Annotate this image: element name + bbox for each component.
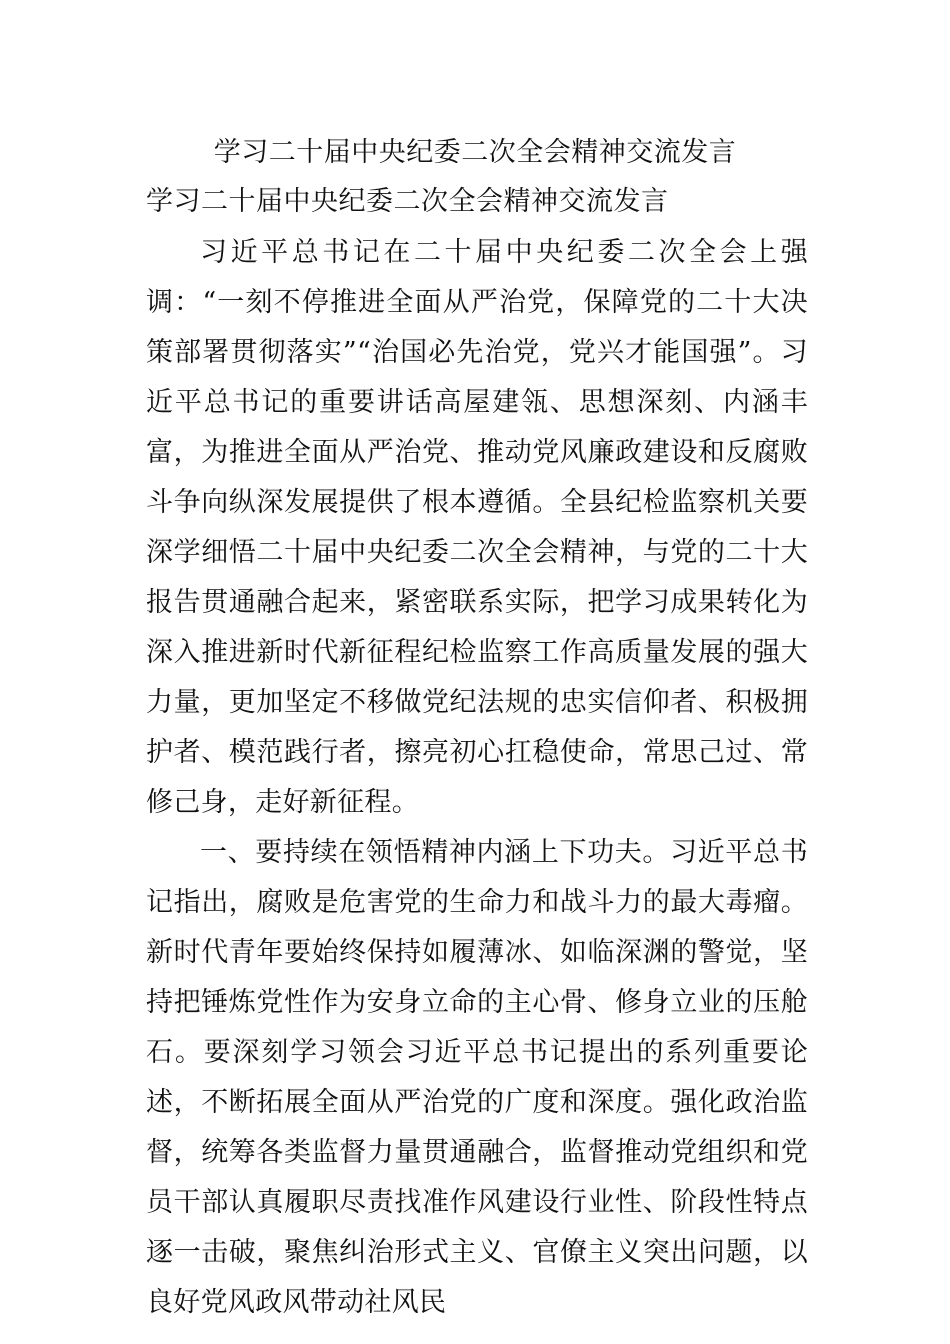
document-subtitle: 学习二十届中央纪委二次全会精神交流发言 (146, 186, 669, 217)
document-title: 学习二十届中央纪委二次全会精神交流发言 (213, 137, 737, 168)
document-body (146, 228, 808, 1328)
paragraph-section-one: 一、要持续在领悟精神内涵上下功夫。习近平总书记指出，腐败是危害党的生命力和战斗力的最大毒瘤。新时代青年要始终保持如履薄冰、如临深渊的警觉，坚持把锤炼党性作为安身立命的主心骨、修身立业的压舱石。要深刻学习领会习近平总书记提出的系列重要论述，不断拓展全面从严治党的广度和深度。强化政治监督，统筹各类监督力量贯通融合，监督推动党组织和党员干部认真履职尽责找准作风建设行业性、阶段性特点逐一击破，聚焦纠治形式主义、官僚主义突出问题，以良好党风政风带动社风民 (146, 837, 808, 1318)
paragraph-intro: 习近平总书记在二十届中央纪委二次全会上强调：“一刻不停推进全面从严治党，保障党的二十大决策部署贯彻落实”“治国必先治党，党兴才能国强”。习近平总书记的重要讲话高屋建瓴、思想深刻、内涵丰富，为推进全面从严治党、推动党风廉政建设和反腐败斗争向纵深发展提供了根本遵循。全县纪检监察机关要深学细悟二十届中央纪委二次全会精神，与党的二十大报告贯通融合起来，紧密联系实际，把学习成果转化为深入推进新时代新征程纪检监察工作高质量发展的强大力量，更加坚定不移做党纪法规的忠实信仰者、积极拥护者、模范践行者，擦亮初心扛稳使命，常思己过、常修己身，走好新征程。 (146, 237, 808, 818)
